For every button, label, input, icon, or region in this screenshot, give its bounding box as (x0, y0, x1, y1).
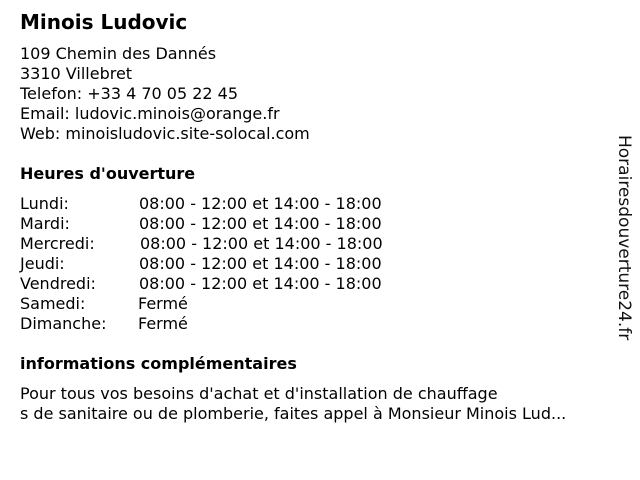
opening-time: 08:00 - 12:00 et 14:00 - 18:00 (139, 274, 382, 293)
hours-heading: Heures d'ouverture (20, 164, 196, 183)
opening-time: 08:00 - 12:00 et 14:00 - 18:00 (139, 194, 382, 213)
day-label: Lundi: (20, 194, 69, 213)
website-text: Web: minoisludovic.site-solocal.com (20, 124, 310, 143)
email-text: Email: ludovic.minois@orange.fr (20, 104, 280, 123)
day-label: Mercredi: (20, 234, 95, 253)
address-city: 3310 Villebret (20, 64, 133, 83)
description-line: s de sanitaire ou de plomberie, faites appel à Monsieur Minois Lud... (20, 404, 567, 423)
business-name: Minois Ludovic (20, 10, 188, 34)
day-label: Jeudi: (20, 254, 65, 273)
day-label: Vendredi: (20, 274, 96, 293)
closed-label: Fermé (138, 294, 188, 313)
site-watermark: Horairesdouverture24.fr (614, 135, 634, 341)
opening-time: 08:00 - 12:00 et 14:00 - 18:00 (139, 254, 382, 273)
opening-time: 08:00 - 12:00 et 14:00 - 18:00 (140, 234, 383, 253)
contact-block (20, 44, 310, 144)
closed-label: Fermé (138, 314, 188, 333)
address-street: 109 Chemin des Dannés (20, 44, 217, 63)
day-label: Dimanche: (20, 314, 107, 333)
day-label: Mardi: (20, 214, 70, 233)
description-line: Pour tous vos besoins d'achat et d'installation de chauffage (20, 384, 498, 403)
day-label: Samedi: (20, 294, 86, 313)
opening-time: 08:00 - 12:00 et 14:00 - 18:00 (139, 214, 382, 233)
info-description (20, 384, 566, 424)
info-heading: informations complémentaires (20, 354, 297, 373)
phone-text: Telefon: +33 4 70 05 22 45 (20, 84, 239, 103)
